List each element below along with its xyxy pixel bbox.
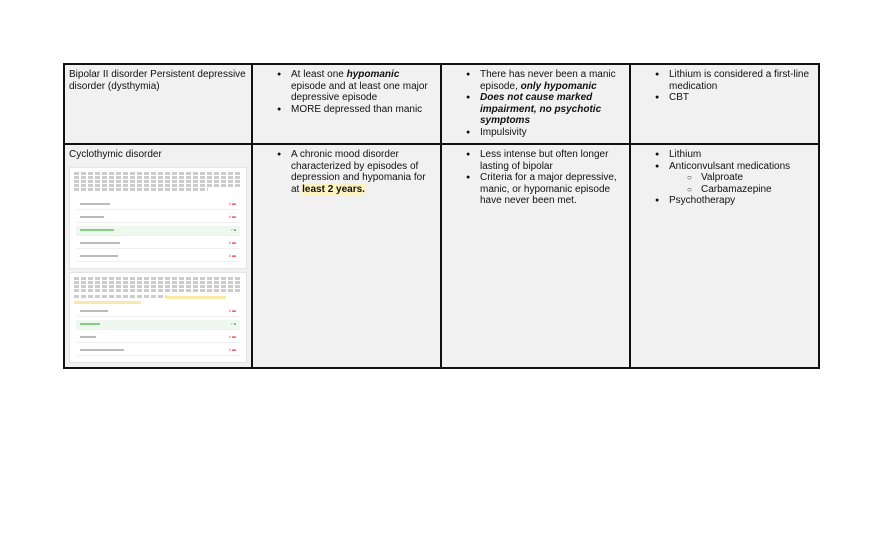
list-item: ● At least one hypomanic episode and at least one major depressive episode [277, 69, 436, 104]
criteria-list [257, 69, 436, 115]
criteria-cell [252, 64, 441, 144]
features-cell [441, 64, 630, 144]
quiz-question-text-image [74, 276, 242, 304]
list-item: ● There has never been a manic episode, only hypomanic [466, 69, 625, 92]
features-list [446, 149, 625, 207]
criteria-list [257, 149, 436, 195]
quiz-option-image: ✗ ■■ [76, 346, 240, 356]
disorder-cell [64, 144, 252, 368]
sub-list [669, 172, 814, 195]
list-item: ● Psychotherapy [655, 195, 814, 207]
quiz-option-image: ✗ ■■ [76, 307, 240, 317]
list-item: ● Lithium [655, 149, 814, 161]
criteria-cell [252, 144, 441, 368]
sub-list-item: ○ Carbamazepine [687, 184, 814, 196]
list-item: ● CBT [655, 92, 814, 104]
table-row [64, 64, 819, 144]
list-item: ● A chronic mood disorder characterized by episodes of depression and hypomania for at least 2 years. [277, 149, 436, 195]
quiz-option-image: ✓ ■ [76, 226, 240, 236]
treatment-list [635, 69, 814, 104]
embedded-quiz-screenshot [69, 272, 247, 363]
disorder-cell [64, 64, 252, 144]
quiz-option-image: ✗ ■■ [76, 333, 240, 343]
disorder-name: Cyclothymic disorder [69, 149, 162, 160]
quiz-option-image: ✗ ■■ [76, 239, 240, 249]
quiz-option-image: ✗ ■■ [76, 213, 240, 223]
list-item: ● MORE depressed than manic [277, 104, 436, 116]
treatment-cell [630, 144, 819, 368]
list-item: ● Less intense but often longer lasting of bipolar [466, 149, 625, 172]
treatment-list [635, 149, 814, 207]
list-item: ● Impulsivity [466, 127, 625, 139]
list-item: ● Does not cause marked impairment, no psychotic symptoms [466, 92, 625, 127]
quiz-question-text-image [74, 171, 242, 197]
features-list [446, 69, 625, 138]
embedded-quiz-screenshot [69, 167, 247, 269]
quiz-option-image: ✗ ■■ [76, 200, 240, 210]
list-item: ● Anticonvulsant medications ○ Valproate ○ Carbamazepine [655, 161, 814, 196]
disorder-name: Bipolar II disorder Persistent depressive disorder (dysthymia) [69, 69, 246, 92]
treatment-cell [630, 64, 819, 144]
quiz-option-image: ✓ ■ [76, 320, 240, 330]
table-row [64, 144, 819, 368]
features-cell [441, 144, 630, 368]
quiz-option-image: ✗ ■■ [76, 252, 240, 262]
list-item: ● Lithium is considered a first-line medication [655, 69, 814, 92]
comparison-table [63, 63, 820, 369]
sub-list-item: ○ Valproate [687, 172, 814, 184]
list-item: ● Criteria for a major depressive, manic, or hypomanic episode have never been met. [466, 172, 625, 207]
